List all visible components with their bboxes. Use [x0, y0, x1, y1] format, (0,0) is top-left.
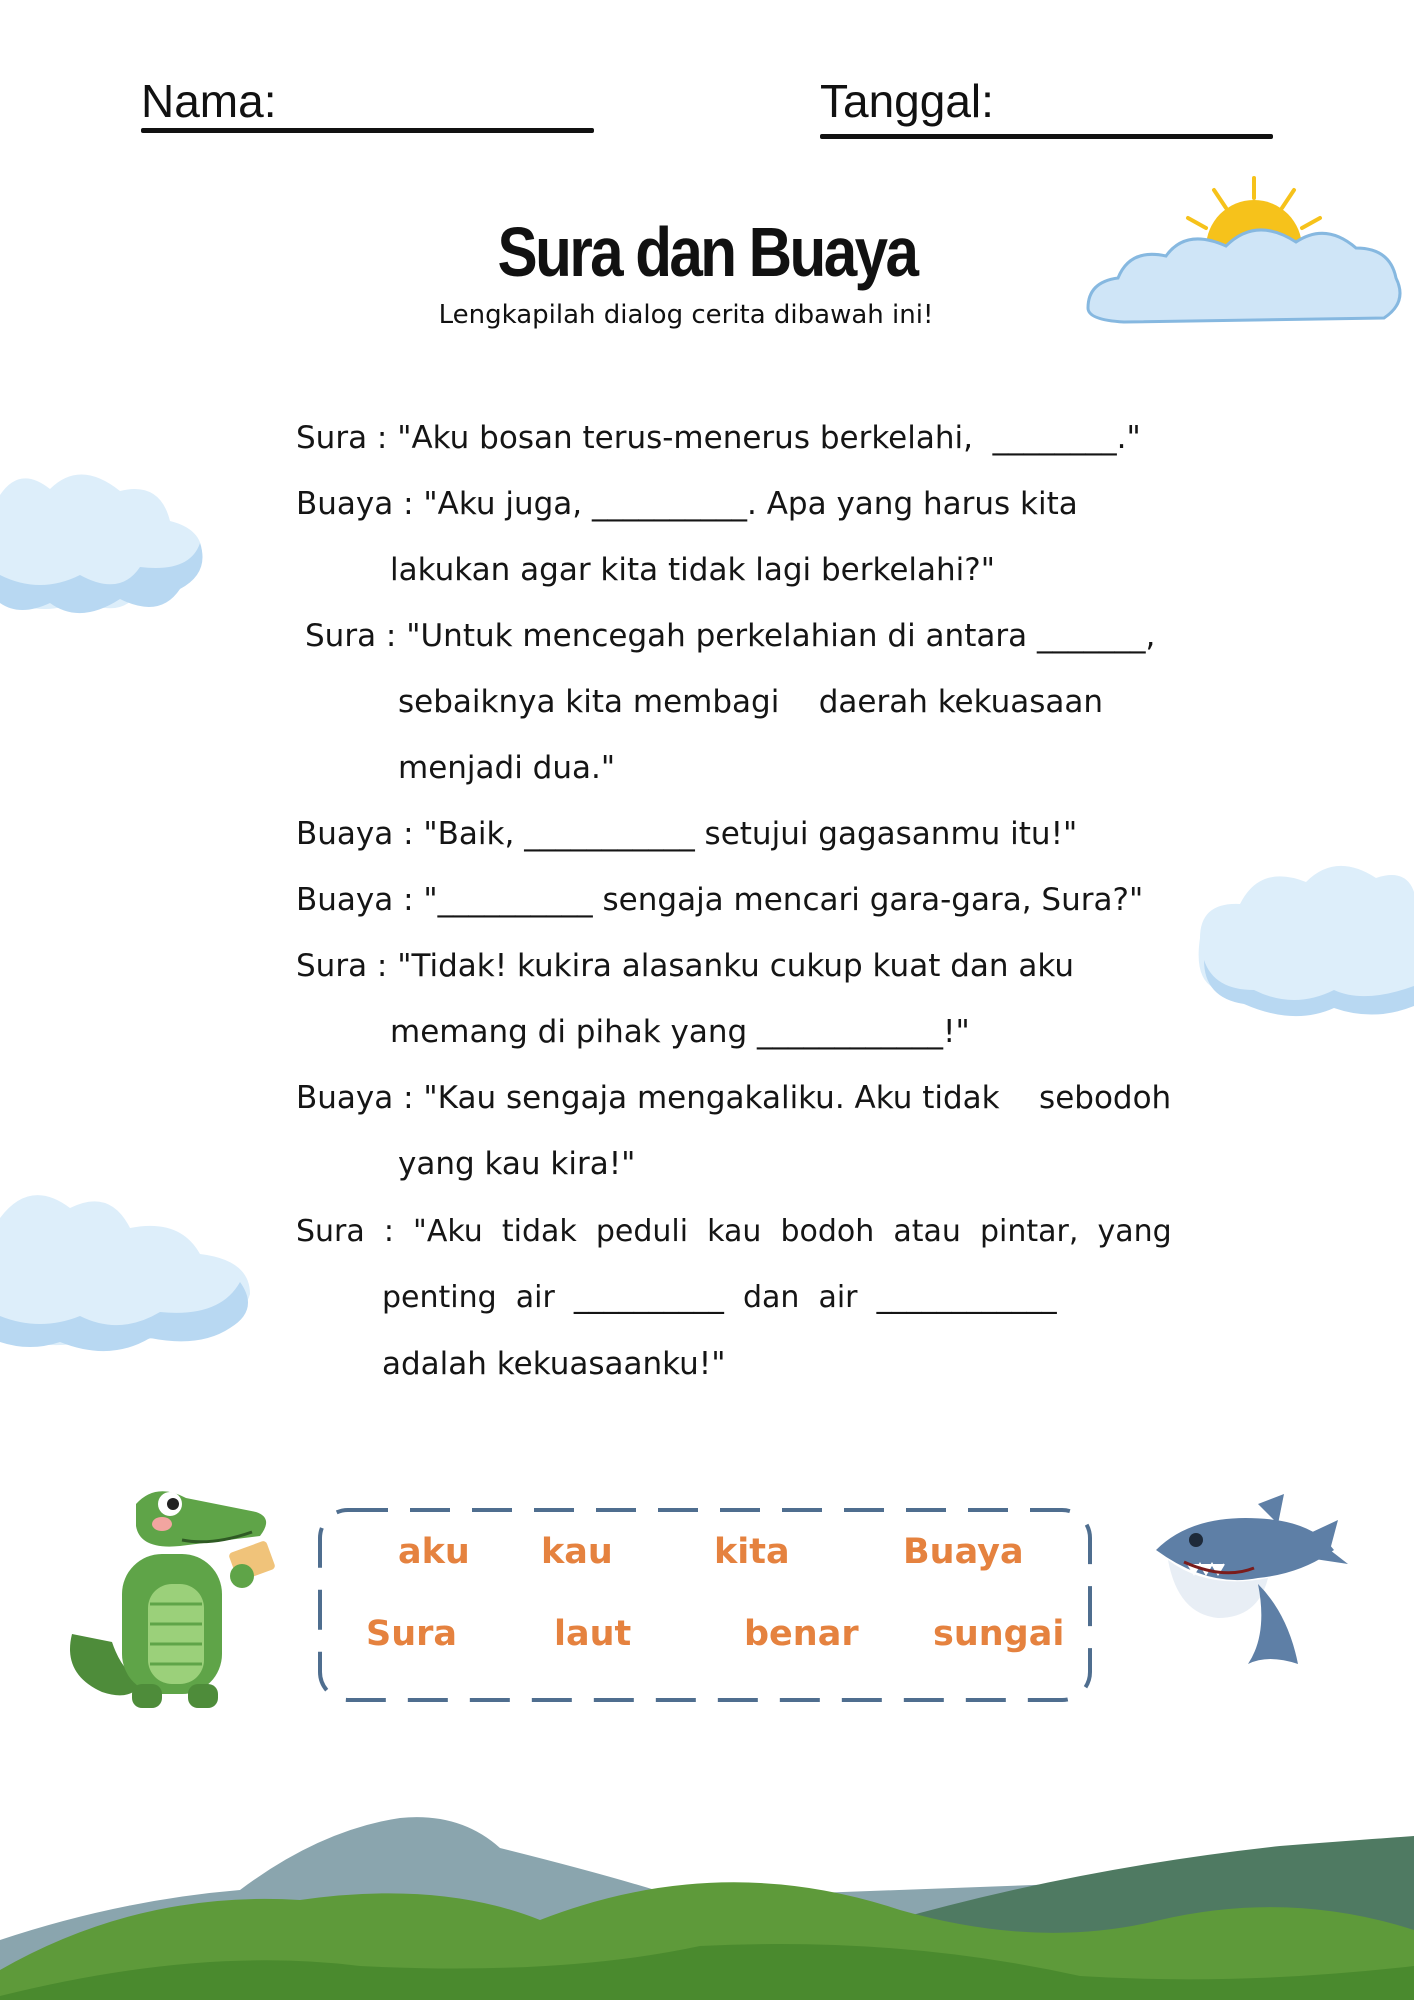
dialog-line: Sura : "Tidak! kukira alasanku cukup kuat dan aku — [296, 948, 1075, 984]
cloud-icon — [0, 455, 210, 615]
word-bank-item[interactable]: sungai — [933, 1614, 1065, 1654]
dialog-line: menjadi dua." — [398, 750, 616, 786]
word-bank-item[interactable]: Buaya — [903, 1532, 1024, 1572]
dialog-line: Sura : "Aku bosan terus-menerus berkelahi, ________." — [296, 420, 1141, 456]
word-bank-item[interactable]: laut — [554, 1614, 632, 1654]
word-bank-item[interactable]: benar — [744, 1614, 859, 1654]
dialog-line: Sura : "Aku tidak peduli kau bodoh atau pintar, yang — [296, 1214, 1172, 1249]
crocodile-icon — [52, 1484, 292, 1714]
hills — [0, 1820, 1414, 2000]
dialog-line: Sura : "Untuk mencegah perkelahian di antara _______, — [305, 618, 1156, 654]
word-bank-item[interactable]: kita — [714, 1532, 790, 1572]
dialog-line: Buaya : "__________ sengaja mencari gara-gara, Sura?" — [296, 882, 1144, 918]
shark-icon — [1148, 1494, 1348, 1684]
sun-icon — [1080, 168, 1414, 368]
date-label: Tanggal: — [820, 75, 994, 127]
cloud-icon — [1198, 868, 1414, 1028]
dialog-line: adalah kekuasaanku!" — [382, 1346, 726, 1382]
dialog-line: lakukan agar kita tidak lagi berkelahi?" — [390, 552, 995, 588]
page-title: Sura dan Buaya — [497, 213, 917, 291]
dialog-line: memang di pihak yang ____________!" — [390, 1014, 970, 1050]
word-bank-item[interactable]: kau — [541, 1532, 613, 1572]
dialog-line: sebaiknya kita membagi daerah kekuasaan — [398, 684, 1104, 720]
cloud-icon — [1088, 230, 1400, 322]
dialog-line: Buaya : "Kau sengaja mengakaliku. Aku tidak sebodoh — [296, 1080, 1172, 1116]
dialog-line: yang kau kira!" — [398, 1146, 636, 1182]
name-label: Nama: — [141, 75, 277, 127]
instruction-text: Lengkapilah dialog cerita dibawah ini! — [438, 300, 934, 330]
word-bank-item[interactable]: Sura — [366, 1614, 458, 1654]
date-field[interactable] — [820, 134, 1273, 139]
dialog-line: Buaya : "Aku juga, __________. Apa yang harus kita — [296, 486, 1078, 522]
dialog-line: Buaya : "Baik, ___________ setujui gagasanmu itu!" — [296, 816, 1078, 852]
word-bank-item[interactable]: aku — [398, 1532, 470, 1572]
name-field[interactable] — [141, 128, 594, 133]
cloud-icon — [0, 1188, 260, 1348]
dialog-line: penting air __________ dan air ____________ — [382, 1280, 1057, 1315]
